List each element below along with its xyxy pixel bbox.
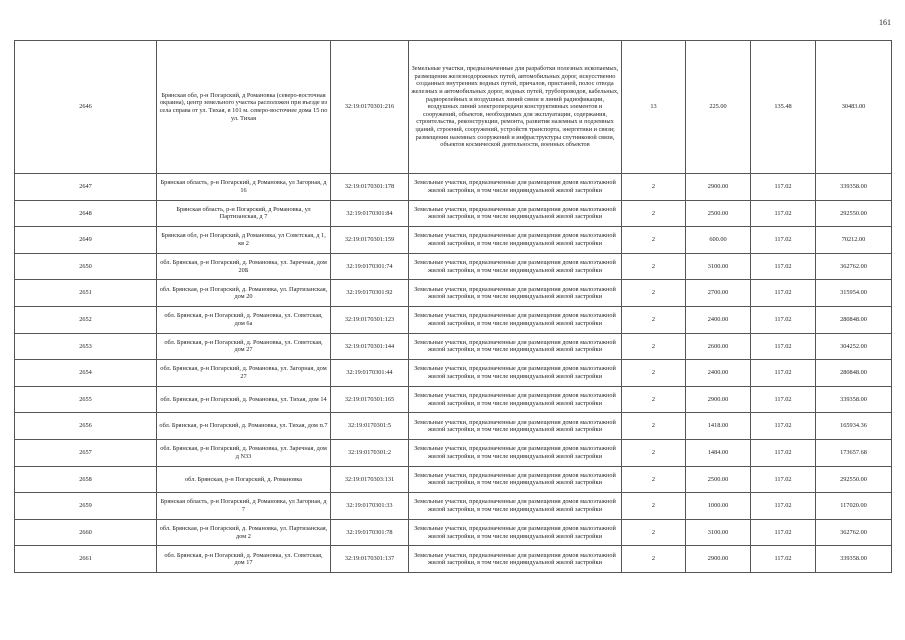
land-use-cell: Земельные участки, предназначенные для размещения домов малоэтажной жилой застройки, в том числе индивидуальной жилой застройки — [409, 546, 622, 573]
area-cell: 2400.00 — [686, 360, 751, 387]
category-code-cell: 2 — [622, 253, 686, 280]
row-number: 2657 — [15, 439, 157, 466]
category-code-cell: 2 — [622, 493, 686, 520]
land-use-cell: Земельные участки, предназначенные для размещения домов малоэтажной жилой застройки, в том числе индивидуальной жилой застройки — [409, 493, 622, 520]
address-cell: обл. Брянская, р-н Погарский, д. Романовка, ул. Заречная, дом д N33 — [157, 439, 331, 466]
cadastral-value-cell: 339358.00 — [816, 174, 892, 201]
page-number: 161 — [879, 18, 891, 27]
cadastral-number-cell: 32:19:0170301:165 — [331, 386, 409, 413]
row-number: 2660 — [15, 519, 157, 546]
cadastral-value-cell: 30483.00 — [816, 41, 892, 174]
cadastral-value-cell: 280848.00 — [816, 306, 892, 333]
category-code-cell: 2 — [622, 200, 686, 227]
cadastral-value-cell: 70212.00 — [816, 227, 892, 254]
table-body — [15, 41, 892, 573]
cadastral-number-cell: 32:19:0170301:74 — [331, 253, 409, 280]
address-cell: обл. Брянская, р-н Погарский, д. Романовка — [157, 466, 331, 493]
unit-price-cell: 117.02 — [751, 466, 816, 493]
table-row — [15, 280, 892, 307]
address-cell: обл. Брянская, р-н Погарский, д. Романовка, ул. Партизанская, дом 20 — [157, 280, 331, 307]
address-cell: обл. Брянская, р-н Погарский, д. Романовка, ул. Советская, дом 6а — [157, 306, 331, 333]
area-cell: 2600.00 — [686, 333, 751, 360]
cadastral-number-cell: 32:19:0170301:2 — [331, 439, 409, 466]
table-row — [15, 360, 892, 387]
row-number: 2654 — [15, 360, 157, 387]
table-row — [15, 253, 892, 280]
category-code-cell: 2 — [622, 386, 686, 413]
unit-price-cell: 117.02 — [751, 280, 816, 307]
row-number: 2647 — [15, 174, 157, 201]
unit-price-cell: 117.02 — [751, 439, 816, 466]
area-cell: 3100.00 — [686, 253, 751, 280]
table-row — [15, 466, 892, 493]
table-row — [15, 546, 892, 573]
unit-price-cell: 117.02 — [751, 253, 816, 280]
category-code-cell: 2 — [622, 546, 686, 573]
land-use-cell: Земельные участки, предназначенные для размещения домов малоэтажной жилой застройки, в том числе индивидуальной жилой застройки — [409, 333, 622, 360]
land-use-cell: Земельные участки, предназначенные для размещения домов малоэтажной жилой застройки, в том числе индивидуальной жилой застройки — [409, 386, 622, 413]
cadastral-number-cell: 32:19:0170301:137 — [331, 546, 409, 573]
unit-price-cell: 117.02 — [751, 493, 816, 520]
row-number: 2650 — [15, 253, 157, 280]
area-cell: 2900.00 — [686, 174, 751, 201]
address-cell: Брянская обл, р-н Погарский, д Романовка, ул Советская, д 1, кв 2 — [157, 227, 331, 254]
land-use-cell: Земельные участки, предназначенные для размещения домов малоэтажной жилой застройки, в том числе индивидуальной жилой застройки — [409, 306, 622, 333]
category-code-cell: 13 — [622, 41, 686, 174]
address-cell: обл. Брянская, р-н Погарский, д. Романовка, ул. Тихая, дом 14 — [157, 386, 331, 413]
unit-price-cell: 117.02 — [751, 333, 816, 360]
unit-price-cell: 117.02 — [751, 200, 816, 227]
cadastral-number-cell: 32:19:0170301:159 — [331, 227, 409, 254]
cadastral-value-cell: 280848.00 — [816, 360, 892, 387]
cadastral-number-cell: 32:19:0170301:44 — [331, 360, 409, 387]
land-use-cell: Земельные участки, предназначенные для размещения домов малоэтажной жилой застройки, в том числе индивидуальной жилой застройки — [409, 174, 622, 201]
category-code-cell: 2 — [622, 174, 686, 201]
area-cell: 600.00 — [686, 227, 751, 254]
category-code-cell: 2 — [622, 227, 686, 254]
cadastral-value-cell: 339358.00 — [816, 386, 892, 413]
cadastral-number-cell: 32:19:0170301:178 — [331, 174, 409, 201]
land-use-cell: Земельные участки, предназначенные для размещения домов малоэтажной жилой застройки, в том числе индивидуальной жилой застройки — [409, 280, 622, 307]
table-row — [15, 333, 892, 360]
land-use-cell: Земельные участки, предназначенные для размещения домов малоэтажной жилой застройки, в том числе индивидуальной жилой застройки — [409, 439, 622, 466]
cadastral-number-cell: 32:19:0170301:92 — [331, 280, 409, 307]
address-cell: обл. Брянская, р-н Погарский, д. Романовка, ул. Загорная, дом 27 — [157, 360, 331, 387]
cadastral-value-cell: 292550.00 — [816, 466, 892, 493]
area-cell: 1484.00 — [686, 439, 751, 466]
cadastral-number-cell: 32:19:0170301:78 — [331, 519, 409, 546]
table-row — [15, 174, 892, 201]
category-code-cell: 2 — [622, 413, 686, 440]
address-cell: обл. Брянская, р-н Погарский, д. Романовка, ул. Советская, дом 27 — [157, 333, 331, 360]
unit-price-cell: 117.02 — [751, 386, 816, 413]
row-number: 2659 — [15, 493, 157, 520]
land-use-cell: Земельные участки, предназначенные для размещения домов малоэтажной жилой застройки, в том числе индивидуальной жилой застройки — [409, 413, 622, 440]
address-cell: обл. Брянская, р-н Погарский, д. Романовка, ул. Советская, дом 17 — [157, 546, 331, 573]
cadastral-number-cell: 32:19:0170301:144 — [331, 333, 409, 360]
land-registry-table — [14, 40, 892, 573]
cadastral-value-cell: 304252.00 — [816, 333, 892, 360]
address-cell: обл. Брянская, р-н Погарский, д. Романовка, ул. Партизанская, дом 2 — [157, 519, 331, 546]
unit-price-cell: 117.02 — [751, 519, 816, 546]
cadastral-value-cell: 292550.00 — [816, 200, 892, 227]
cadastral-number-cell: 32:19:0170301:84 — [331, 200, 409, 227]
cadastral-number-cell: 32:19:0170301:33 — [331, 493, 409, 520]
row-number: 2648 — [15, 200, 157, 227]
cadastral-number-cell: 32:19:0170301:5 — [331, 413, 409, 440]
category-code-cell: 2 — [622, 439, 686, 466]
area-cell: 2900.00 — [686, 546, 751, 573]
table-row — [15, 439, 892, 466]
row-number: 2649 — [15, 227, 157, 254]
cadastral-value-cell: 362762.00 — [816, 519, 892, 546]
table-row — [15, 386, 892, 413]
row-number: 2658 — [15, 466, 157, 493]
land-use-cell: Земельные участки, предназначенные для размещения домов малоэтажной жилой застройки, в том числе индивидуальной жилой застройки — [409, 466, 622, 493]
area-cell: 3100.00 — [686, 519, 751, 546]
unit-price-cell: 117.02 — [751, 227, 816, 254]
table-row — [15, 306, 892, 333]
cadastral-value-cell: 362762.00 — [816, 253, 892, 280]
category-code-cell: 2 — [622, 519, 686, 546]
land-use-cell: Земельные участки, предназначенные для размещения домов малоэтажной жилой застройки, в том числе индивидуальной жилой застройки — [409, 360, 622, 387]
address-cell: Брянская обл, р-н Погарский, д Романовка (северо-восточная окраина), центр земельного участка расположен при въезде из села справа от ул. Тихая, в 101 м. северо-восточнее дома 15 по ул. Тихая — [157, 41, 331, 174]
area-cell: 225.00 — [686, 41, 751, 174]
area-cell: 2900.00 — [686, 386, 751, 413]
area-cell: 1418.00 — [686, 413, 751, 440]
unit-price-cell: 117.02 — [751, 306, 816, 333]
category-code-cell: 2 — [622, 466, 686, 493]
cadastral-value-cell: 165934.36 — [816, 413, 892, 440]
row-number: 2651 — [15, 280, 157, 307]
unit-price-cell: 117.02 — [751, 360, 816, 387]
table-row — [15, 493, 892, 520]
cadastral-value-cell: 117020.00 — [816, 493, 892, 520]
cadastral-number-cell: 32:19:0170301:123 — [331, 306, 409, 333]
address-cell: Брянская область, р-н Погарский, д Романовка, ул Загорная, д 7 — [157, 493, 331, 520]
area-cell: 2500.00 — [686, 200, 751, 227]
land-use-cell: Земельные участки, предназначенные для разработки полезных ископаемых, размещения железнодорожных путей, автомобильных дорог, искусственно созданных внутренних водных путей, причалов, пристаней, полос отвода железных и автомобильных дорог, водных путей, трубопроводов, кабельных, радиорелейных и воздушных линий связи и линий радиофикации, воздушных линий электропередачи конструктивных элементов и сооружений, объектов, необходимых для эксплуатации, содержания, строительства, реконструкции, ремонта, развития наземных и подземных зданий, строений, сооружений, устройств транспорта, энергетики и связи; размещения наземных сооружений и инфраструктуры спутниковой связи, объектов космической деятельности, военных объектов — [409, 41, 622, 174]
cadastral-value-cell: 339358.00 — [816, 546, 892, 573]
address-cell: обл. Брянская, р-н Погарский, д. Романовка, ул. Заречная, дом 20Б — [157, 253, 331, 280]
land-use-cell: Земельные участки, предназначенные для размещения домов малоэтажной жилой застройки, в том числе индивидуальной жилой застройки — [409, 253, 622, 280]
unit-price-cell: 117.02 — [751, 174, 816, 201]
address-cell: Брянская область, р-н Погарский, д Романовка, ул Загорная, д 16 — [157, 174, 331, 201]
category-code-cell: 2 — [622, 360, 686, 387]
row-number: 2646 — [15, 41, 157, 174]
table-row — [15, 200, 892, 227]
land-use-cell: Земельные участки, предназначенные для размещения домов малоэтажной жилой застройки, в том числе индивидуальной жилой застройки — [409, 227, 622, 254]
unit-price-cell: 117.02 — [751, 413, 816, 440]
category-code-cell: 2 — [622, 333, 686, 360]
cadastral-value-cell: 315954.00 — [816, 280, 892, 307]
category-code-cell: 2 — [622, 280, 686, 307]
address-cell: Брянская область, р-н Погарский, д Романовка, ул Партизанская, д 7 — [157, 200, 331, 227]
cadastral-value-cell: 173657.68 — [816, 439, 892, 466]
unit-price-cell: 135.48 — [751, 41, 816, 174]
cadastral-number-cell: 32:19:0170303:131 — [331, 466, 409, 493]
table-row — [15, 519, 892, 546]
table-row — [15, 41, 892, 174]
unit-price-cell: 117.02 — [751, 546, 816, 573]
area-cell: 1000.00 — [686, 493, 751, 520]
category-code-cell: 2 — [622, 306, 686, 333]
area-cell: 2400.00 — [686, 306, 751, 333]
row-number: 2655 — [15, 386, 157, 413]
row-number: 2656 — [15, 413, 157, 440]
address-cell: обл. Брянская, р-н Погарский, д. Романовка, ул. Тихая, дом п.7 — [157, 413, 331, 440]
area-cell: 2700.00 — [686, 280, 751, 307]
area-cell: 2500.00 — [686, 466, 751, 493]
land-use-cell: Земельные участки, предназначенные для размещения домов малоэтажной жилой застройки, в том числе индивидуальной жилой застройки — [409, 200, 622, 227]
land-use-cell: Земельные участки, предназначенные для размещения домов малоэтажной жилой застройки, в том числе индивидуальной жилой застройки — [409, 519, 622, 546]
cadastral-number-cell: 32:19:0170301:216 — [331, 41, 409, 174]
row-number: 2653 — [15, 333, 157, 360]
table-row — [15, 227, 892, 254]
row-number: 2652 — [15, 306, 157, 333]
row-number: 2661 — [15, 546, 157, 573]
table-row — [15, 413, 892, 440]
